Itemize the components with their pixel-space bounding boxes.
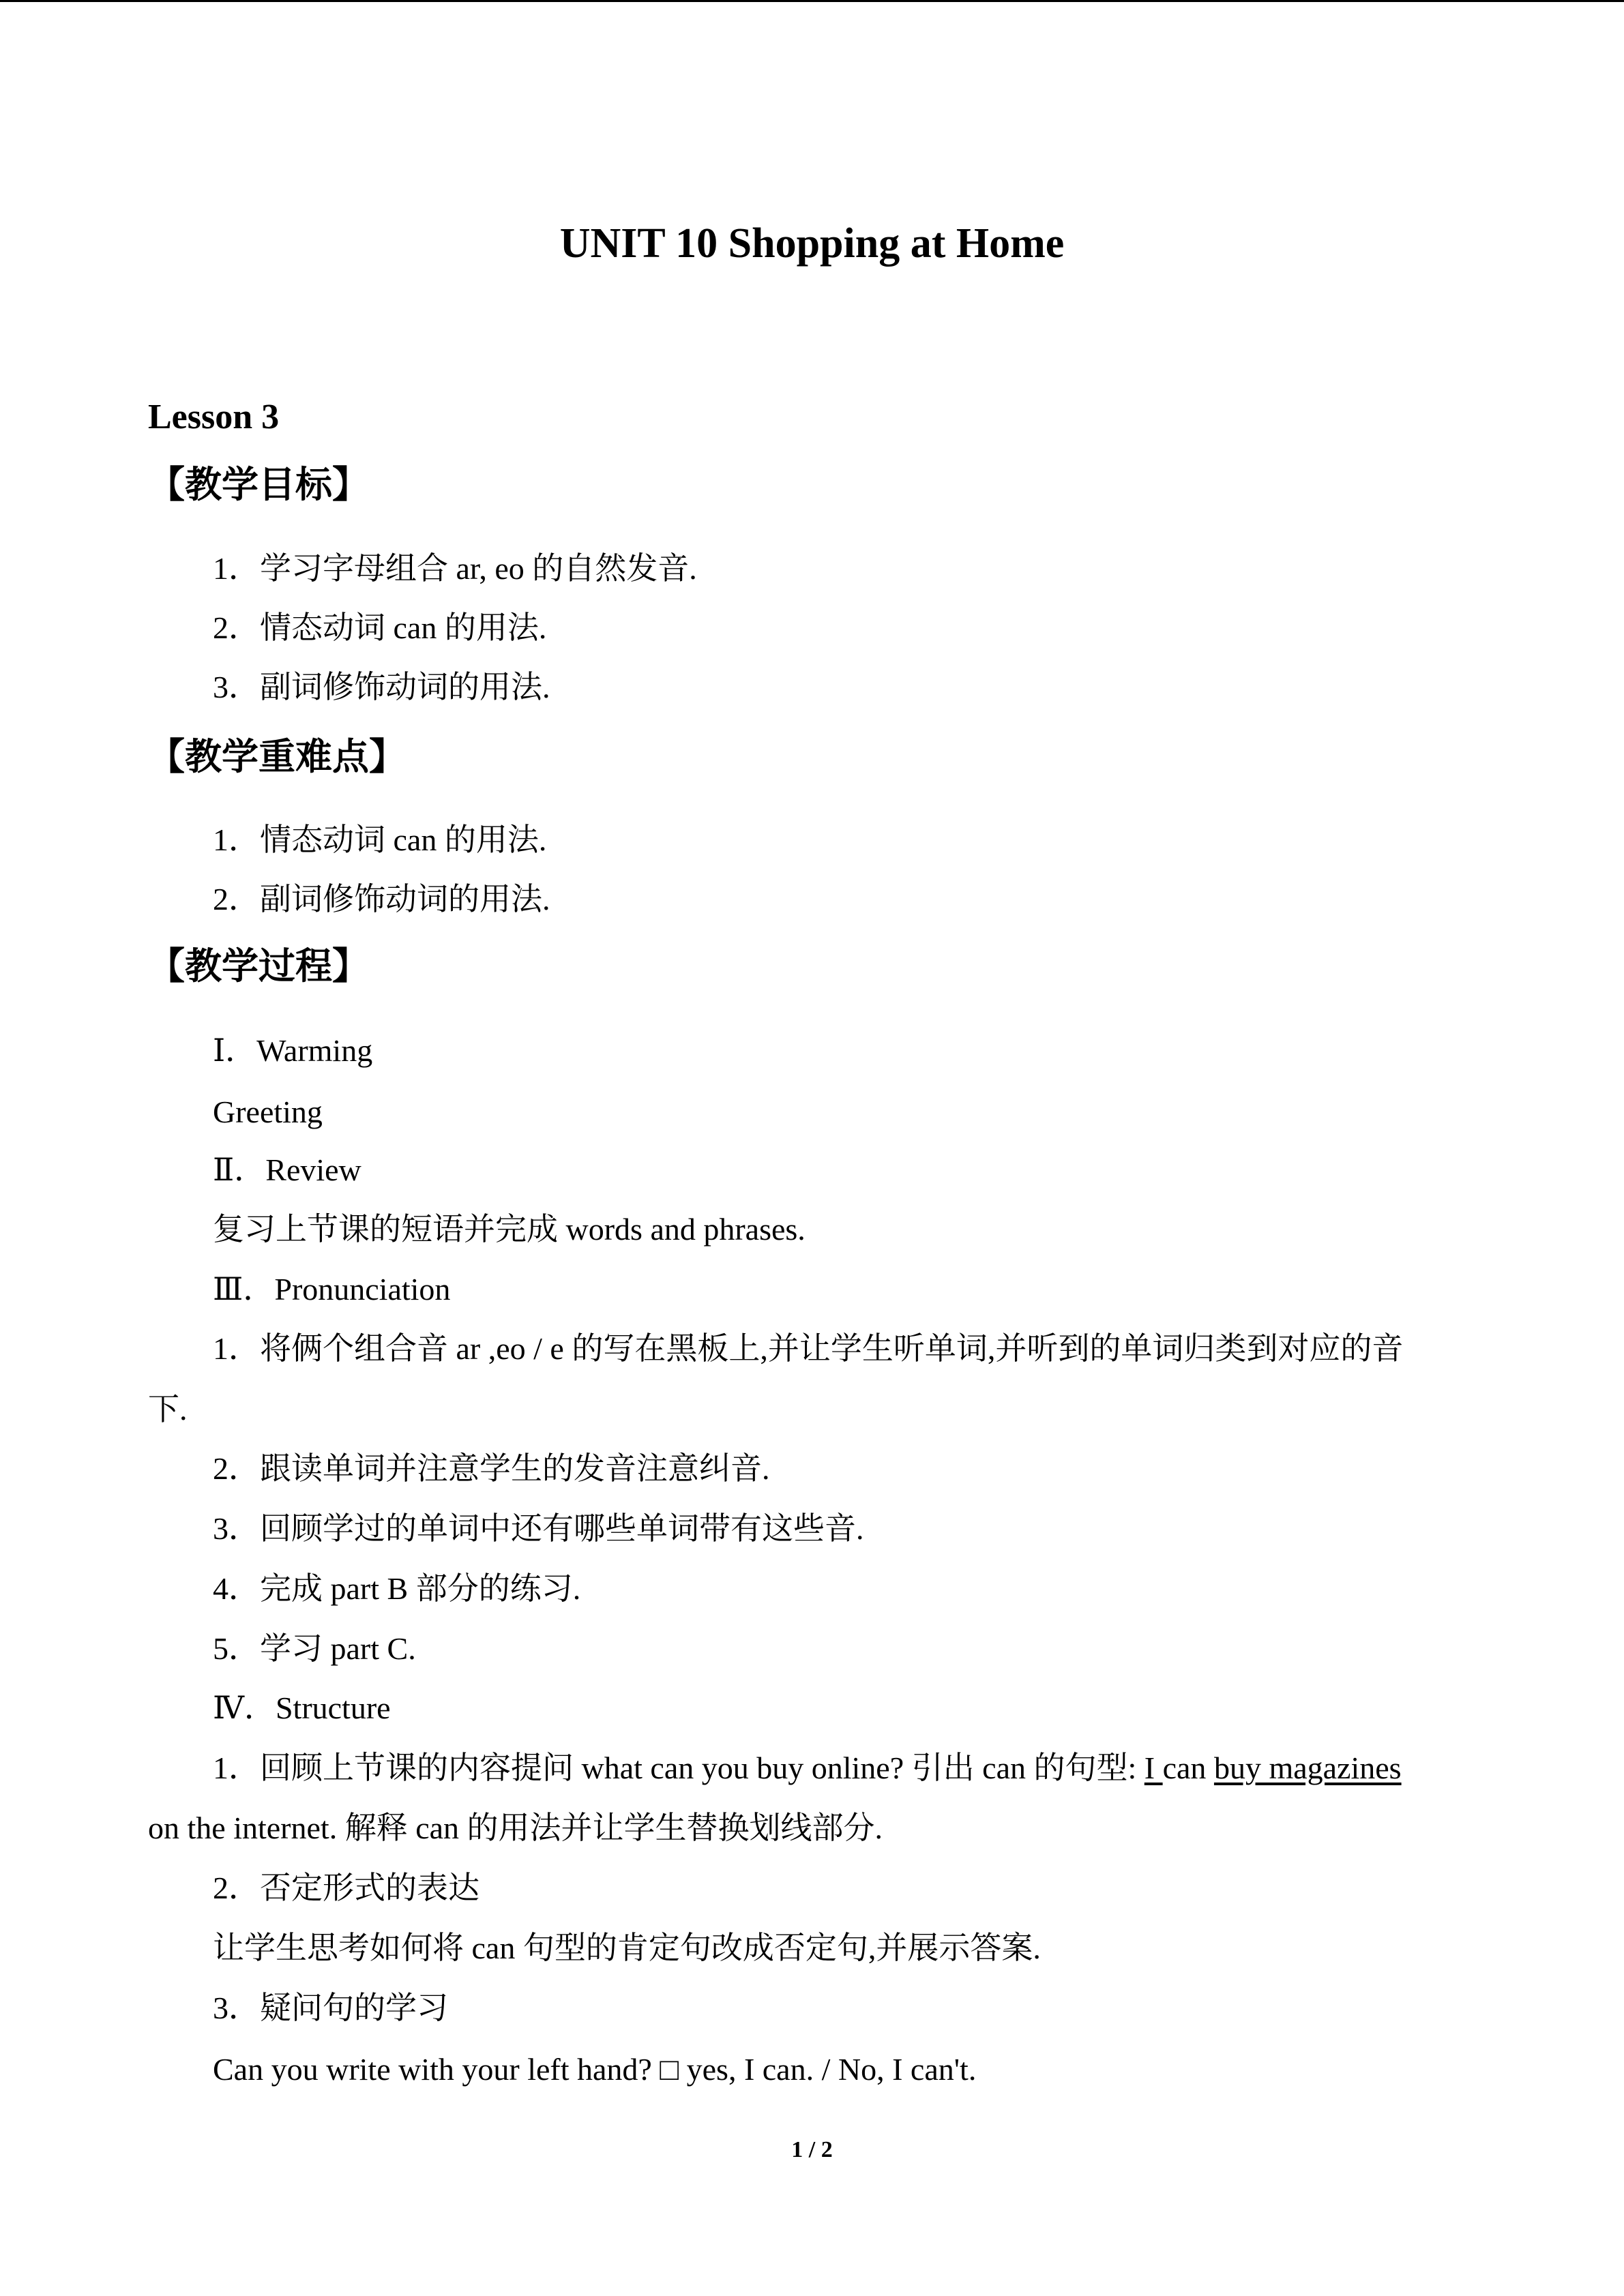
lesson-heading: Lesson 3 — [148, 398, 280, 436]
structure-item-2: 2．否定形式的表达 — [213, 1870, 479, 1905]
keypoint-item-2: 2．副词修饰动词的用法. — [213, 882, 550, 916]
structure-item-1-line1 — [213, 1750, 1402, 1785]
modal-verb-text: can — [1162, 1750, 1214, 1785]
pronunciation-item-1-line2: 下. — [148, 1392, 188, 1427]
structure-label: Ⅳ．Structure — [213, 1690, 391, 1725]
pronunciation-item-4: 4．完成 part B 部分的练习. — [213, 1571, 581, 1606]
structure-item-3-text: Can you write with your left hand? □ yes, I can. / No, I can't. — [213, 2052, 977, 2087]
process-heading: 【教学过程】 — [148, 946, 369, 987]
objective-item-1: 1．学习字母组合 ar, eo 的自然发音. — [213, 551, 697, 586]
review-label: Ⅱ．Review — [213, 1152, 361, 1187]
objectives-heading: 【教学目标】 — [148, 464, 369, 505]
structure-item-3: 3．疑问句的学习 — [213, 1991, 448, 2025]
underlined-phrase: buy magazines — [1213, 1750, 1402, 1785]
page-number: 1 / 2 — [791, 2137, 833, 2162]
warming-label: Ⅰ．Warming — [213, 1033, 373, 1068]
objective-item-2: 2．情态动词 can 的用法. — [213, 610, 547, 645]
objective-item-3: 3．副词修饰动词的用法. — [213, 670, 550, 704]
pronunciation-item-2: 2．跟读单词并注意学生的发音注意纠音. — [213, 1451, 770, 1486]
keypoints-heading: 【教学重难点】 — [148, 736, 406, 777]
structure-item-1-line2: on the internet. 解释 can 的用法并让学生替换划线部分. — [148, 1810, 883, 1845]
greeting-text: Greeting — [213, 1094, 323, 1129]
structure-item-2-text: 让学生思考如何将 can 句型的肯定句改成否定句,并展示答案. — [213, 1930, 1041, 1965]
structure-item-1-text: 1．回顾上节课的内容提问 what can you buy online? 引出 can 的句型: — [213, 1750, 1145, 1785]
underlined-subject: I — [1144, 1750, 1163, 1785]
pronunciation-item-5: 5．学习 part C. — [213, 1631, 416, 1666]
document-title: UNIT 10 Shopping at Home — [559, 220, 1065, 267]
keypoint-item-1: 1．情态动词 can 的用法. — [213, 822, 547, 857]
review-text: 复习上节课的短语并完成 words and phrases. — [213, 1212, 806, 1247]
pronunciation-item-1-line1: 1．将俩个组合音 ar ,eo / e 的写在黑板上,并让学生听单词,并听到的单词归类到对应的音 — [213, 1331, 1404, 1366]
pronunciation-label: Ⅲ．Pronunciation — [213, 1272, 451, 1307]
page-top-border — [0, 0, 1624, 2]
pronunciation-item-3: 3．回顾学过的单词中还有哪些单词带有这些音. — [213, 1511, 864, 1546]
